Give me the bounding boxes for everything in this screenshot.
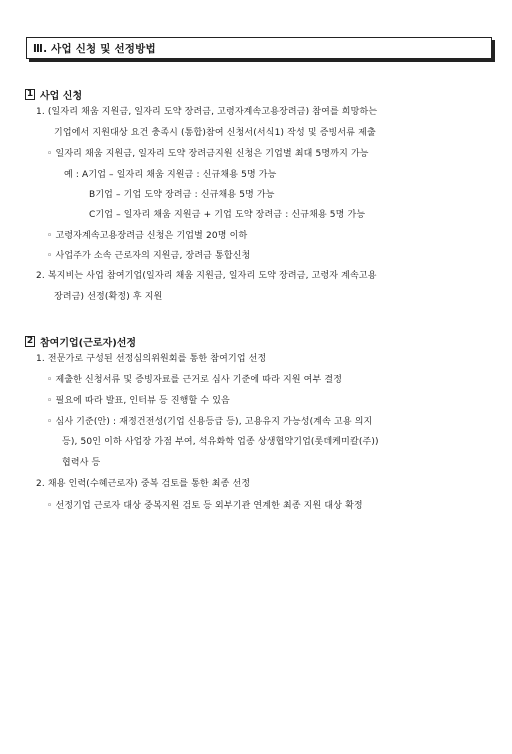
section-1-item-1-cont: 기업에서 지원대상 요건 충족시 (통합)참여 신청서(서식1) 작성 및 증빙서류 제출 bbox=[54, 128, 376, 138]
section-2-bullet-3: ◦ 심사 기준(안) : 재정건전성(기업 신용등급 등), 고용유지 가능성(계속 고용 의지 bbox=[47, 417, 373, 427]
section-1-item-1: 1. (일자리 채움 지원금, 일자리 도약 장려금, 고령자계속고용장려금) 참여를 희망하는 bbox=[36, 107, 378, 117]
section-1-example-c: C기업 – 일자리 채움 지원금 + 기업 도약 장려금 : 신규채용 5명 가능 bbox=[89, 210, 366, 220]
section-1-heading bbox=[25, 87, 82, 102]
section-2-heading bbox=[25, 334, 136, 349]
section-1-example-a: 예 : A기업 – 일자리 채움 지원금 : 신규채용 5명 가능 bbox=[64, 170, 277, 180]
section-1-number-box: 1 bbox=[26, 89, 34, 99]
section-1-item-2-cont: 장려금) 선정(확정) 후 지원 bbox=[54, 292, 163, 302]
section-1-bullet-3: ◦ 사업주가 소속 근로자의 지원금, 장려금 통합신청 bbox=[47, 251, 251, 261]
section-2-bullet-3-cont: 등), 50인 이하 사업장 가점 부여, 석유화학 업종 상생협약기업(롯데케미칼(주)) bbox=[62, 437, 379, 447]
section-1-bullet-2: ◦ 고령자계속고용장려금 신청은 기업별 20명 이하 bbox=[47, 231, 248, 241]
section-2-bullet-3-cont-2: 협력사 등 bbox=[62, 458, 101, 468]
chapter-title: Ⅲ. 사업 신청 및 선정방법 bbox=[33, 42, 156, 55]
chapter-title-box bbox=[26, 37, 492, 59]
section-2-bullet-1: ◦ 제출한 신청서류 및 증빙자료를 근거로 심사 기준에 따라 지원 여부 결정 bbox=[47, 375, 343, 385]
section-2-number-box: 2 bbox=[26, 336, 34, 346]
section-2-item-2: 2. 채용 인력(수혜근로자) 중복 검토를 통한 최종 선정 bbox=[36, 479, 251, 489]
section-2-bullet-2: ◦ 필요에 따라 발표, 인터뷰 등 진행할 수 있음 bbox=[47, 396, 230, 406]
section-2-item-1: 1. 전문가로 구성된 선정심의위원회를 통한 참여기업 선정 bbox=[36, 354, 267, 364]
section-1-item-2: 2. 복지비는 사업 참여기업(일자리 채움 지원금, 일자리 도약 장려금, 고령자 계속고용 bbox=[36, 271, 377, 281]
section-2-bullet-4: ◦ 선정기업 근로자 대상 중복지원 검토 등 외부기관 연계한 최종 지원 대상 확정 bbox=[47, 501, 363, 511]
section-1-example-b: B기업 – 기업 도약 장려금 : 신규채용 5명 가능 bbox=[89, 190, 275, 200]
section-2-title: 참여기업(근로자)선정 bbox=[40, 338, 137, 349]
section-1-title: 사업 신청 bbox=[40, 91, 83, 102]
section-1-bullet-1: ◦ 일자리 채움 지원금, 일자리 도약 장려금지원 신청은 기업별 최대 5명까지 가능 bbox=[47, 149, 369, 159]
